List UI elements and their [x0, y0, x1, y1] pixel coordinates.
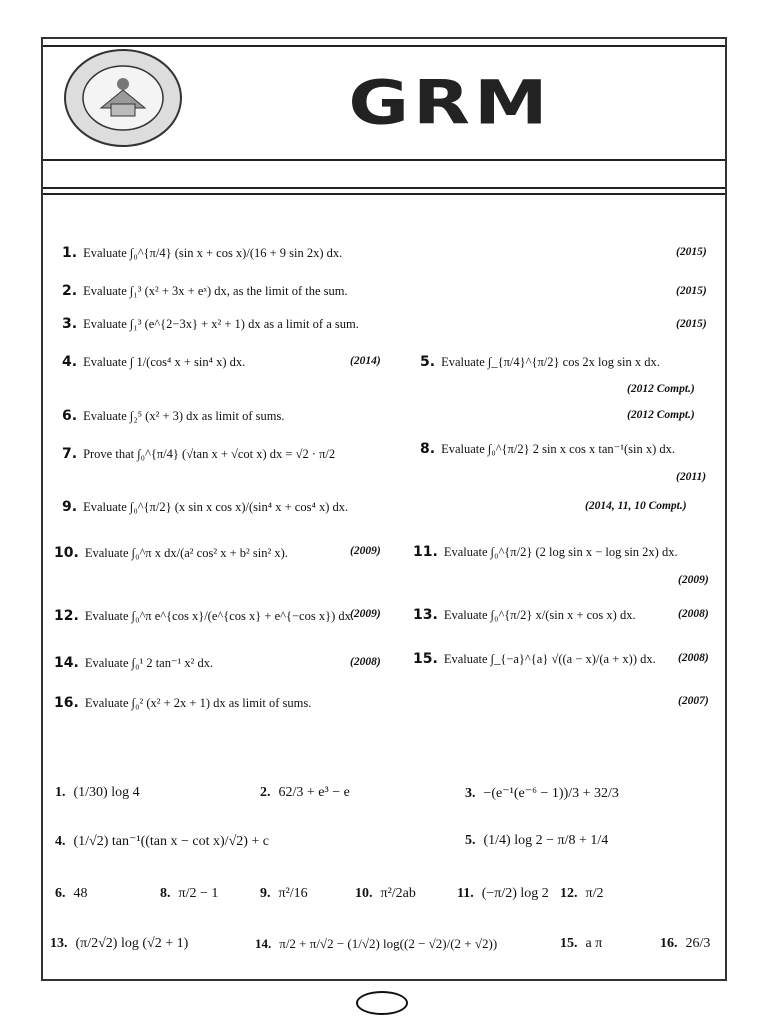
question-16: 16. Evaluate ∫₀² (x² + 2x + 1) dx as limit of sums. [54, 695, 312, 711]
page-number-oval [356, 991, 408, 1015]
answer-13: 13. (π/2√2) log (√2 + 1) [50, 936, 189, 951]
question-3-year: (2015) [676, 318, 707, 330]
question-9: 9. Evaluate ∫₀^{π/2} (x sin x cos x)/(sin⁴ x + cos⁴ x) dx. [62, 499, 349, 515]
question-13-year: (2008) [678, 608, 709, 620]
question-15-year: (2008) [678, 652, 709, 664]
question-16-year: (2007) [678, 695, 709, 707]
brand-title: GRM [348, 67, 552, 139]
question-3: 3. Evaluate ∫₁³ (e^{2−3x} + x² + 1) dx as a limit of a sum. [62, 316, 359, 332]
question-13: 13. Evaluate ∫₀^{π/2} x/(sin x + cos x) dx. [413, 607, 636, 623]
answer-9: 9. π²/16 [260, 886, 308, 901]
question-11: 11. Evaluate ∫₀^{π/2} (2 log sin x − log sin 2x) dx. [413, 544, 678, 560]
question-14-year: (2008) [350, 656, 381, 668]
question-10-year: (2009) [350, 545, 381, 557]
question-6: 6. Evaluate ∫₂⁵ (x² + 3) dx as limit of sums. [62, 408, 285, 424]
answer-11: 11. (−π/2) log 2 [457, 886, 549, 901]
question-2-year: (2015) [676, 285, 707, 297]
question-15: 15. Evaluate ∫_{−a}^{a} √((a − x)/(a + x)) dx. [413, 651, 656, 667]
school-seal-logo [63, 48, 183, 148]
answer-15: 15. a π [560, 936, 603, 951]
question-6-year: (2012 Compt.) [627, 409, 695, 421]
header-rule [43, 159, 725, 161]
question-1-year: (2015) [676, 246, 707, 258]
double-rule-top [43, 187, 725, 189]
question-9-year: (2014, 11, 10 Compt.) [585, 500, 687, 512]
question-4-year: (2014) [350, 355, 381, 367]
answer-2: 2. 62/3 + e³ − e [260, 785, 350, 800]
top-rule [43, 45, 725, 47]
question-8-year: (2011) [676, 471, 707, 483]
answer-12: 12. π/2 [560, 886, 604, 901]
answer-8: 8. π/2 − 1 [160, 886, 219, 901]
question-12-year: (2009) [350, 608, 381, 620]
answer-6: 6. 48 [55, 886, 88, 901]
answer-16: 16. 26/3 [660, 936, 711, 951]
question-12: 12. Evaluate ∫₀^π e^{cos x}/(e^{cos x} + e^{−cos x}) dx. [54, 608, 354, 624]
question-5: 5. Evaluate ∫_{π/4}^{π/2} cos 2x log sin x dx. [420, 354, 660, 370]
answer-3: 3. −(e⁻¹(e⁻⁶ − 1))/3 + 32/3 [465, 786, 619, 801]
question-10: 10. Evaluate ∫₀^π x dx/(a² cos² x + b² sin² x). [54, 545, 288, 561]
answer-10: 10. π²/2ab [355, 886, 416, 901]
question-7: 7. Prove that ∫₀^{π/4} (√tan x + √cot x) dx = √2 · π/2 [62, 446, 336, 462]
question-4: 4. Evaluate ∫ 1/(cos⁴ x + sin⁴ x) dx. [62, 354, 246, 370]
question-5-year: (2012 Compt.) [627, 383, 695, 395]
answer-5: 5. (1/4) log 2 − π/8 + 1/4 [465, 833, 609, 848]
question-2: 2. Evaluate ∫₁³ (x² + 3x + eˣ) dx, as the limit of the sum. [62, 283, 348, 299]
question-14: 14. Evaluate ∫₀¹ 2 tan⁻¹ x² dx. [54, 655, 214, 671]
answer-1: 1. (1/30) log 4 [55, 785, 140, 800]
question-8: 8. Evaluate ∫₀^{π/2} 2 sin x cos x tan⁻¹(sin x) dx. [420, 441, 675, 457]
double-rule-bottom [43, 193, 725, 195]
answer-14: 14. π/2 + π/√2 − (1/√2) log((2 − √2)/(2 + √2)) [255, 936, 498, 951]
question-11-year: (2009) [678, 574, 709, 586]
answer-4: 4. (1/√2) tan⁻¹((tan x − cot x)/√2) + c [55, 834, 270, 849]
question-1: 1. Evaluate ∫₀^{π/4} (sin x + cos x)/(16 + 9 sin 2x) dx. [62, 245, 343, 261]
